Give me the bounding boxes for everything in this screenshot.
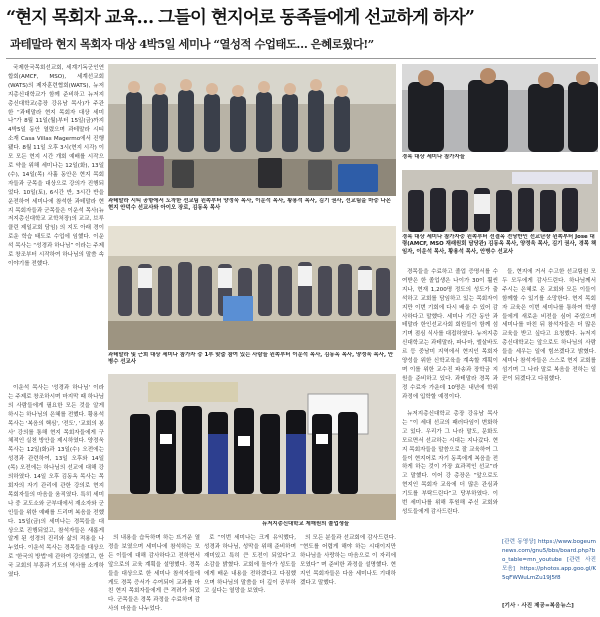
text-column-4: [204, 534, 296, 616]
header-divider: [6, 58, 596, 59]
paragraph: 로 “이번 세미나는 크게 유익했다, 성경과 하나님, 성막을 위해 준비하며 재미있고 특히 큰 도전이 되었다”고 소감을 밝혔다. 교회에 돌아가 성도들에게 배운 내용을 전하겠다고 다짐했으며 하나님의 말씀을 더 깊이 공부하고 싶다는 열망을 보였다.: [204, 535, 296, 595]
text-column-6: [402, 268, 498, 408]
paragraph: 의 내용을 습득하며 하는 뜨거운 열정을 보였으며 세미나에 참석하는 모든 이들에 대해 감사하다고 전하면서 앞으로의 교육 계획을 설명했다. 경목들을 대상으로 한 세미나 참석자들에게도 경목 증서가 수여되어 교과를 마친 현지 목회자들에게 큰 격려가 되었다. 군목들은 경목 과정을 수료하며 감사의 마음을 나누었다.: [108, 535, 200, 613]
text-column-5: [300, 534, 396, 616]
text-column-7: [402, 410, 498, 616]
text-column-1: [8, 64, 104, 382]
photo-prison-officers: [402, 64, 598, 152]
text-column-3: [108, 534, 200, 616]
text-column-2: [8, 384, 104, 616]
photo-prison-group: [402, 170, 598, 232]
article-subheadline: 과테말라 현지 목회자 대상 4박5일 세미나 “열성적 수업태도… 은혜로웠다!”: [10, 37, 374, 51]
caption-graduation: 뉴저지총신대학교 제해원의 졸업생들: [262, 521, 350, 527]
caption-prison-bottom: 경목 대상 세미나 참가자중 윈쪽부터 선결옥 전당반인 선교단장 윈쪽부터 Jose 대령(AMCF, MSO 재래원회 담당관) 김동옥 목사, 양정욱 목사, 김기 권사, 경목 책임자, 이운석 목사, 황용석 목사, 안병수 선교사: [402, 234, 597, 255]
text-column-8: [502, 268, 596, 536]
related-links[interactable]: [관련 동영상] https://www.bogeumnews.com/gnu5/bbs/board.php?bo_table=mn_youtube [관련 사진 모음] https://photos.app.goo.gl/K5qFWWuLmZu19J5f8: [502, 539, 596, 581]
caption-prison-top: 경목 대상 세미나 참가자들: [402, 154, 465, 160]
paragraph: 들, 현지에 거서 수고한 선교팀원 모두 모두에게 감사드린다. 하나님께서 주시는 은혜로 온 교회와 모든 이들이 함께할 수 있기를 소망한다. 현지 목회자 교육은 이번 세미나를 통하여 학생들에게 새로운 비전을 심어 주었으며 세미나를 마친 뒤 참석자들은 더 많은 교육을 받고 싶다고 요청했다. 뉴저지총신대학교는 앞으로도 하나님의 사람들을 세우는 일에 힘쓰겠다고 밝혔다. 세미나 참석자들은 스스로 현지 교회를 섬기며 그 나라 말로 복음을 전하는 일꾼이 되겠다고 다짐했다.: [502, 269, 596, 382]
photo-graduation: [108, 374, 396, 520]
paragraph: 경목들을 수료하고 졸업 증명서를 수여받은 한 졸업생은 나이가 30이 훨씬 지나, 현재 1,200명 정도의 성도가 출석하고 교회를 담임하고 있는 목회자이지만 이번 기회에 다시 배울 수 있어 감사하다고 말했다. 세미나 기간 동안 과테말라 한인선교사회 회원들이 함께 섬기며 점심 식사를 대접하였다. 뉴저지총신대학교는 과테말라, 파나마, 엘살바도르 등 중남미 지역에서 현지인 목회자 양성을 위한 신학교육을 계속할 계획이며 이를 위한 교수진 파송과 장학금 지원을 준비하고 있다. 과테말라 경목 과정 수료자 가운데 10명은 내년에 학위 과정에 입학할 예정이다.: [402, 269, 498, 400]
paragraph: 의 모든 분들과 선교회에 감사드린다. “현도를 어렵게 해야 하는 시대이지만 하나님을 사랑하는 마음으로 이 자리에 모였다” 며 준비한 과정을 설명했다. 현지인 목회자들은 다음 세미나도 기대하겠다고 말했다.: [300, 535, 396, 586]
caption-airport: 과테말라 시티 공항에서 도착한 선교팀 윈쪽부터 양정욱 목사, 이운석 목사, 황용석 목사, 김기 권사, 선교팀을 마중 나온 현지 안덕수 선교사와 아이오 장로, 김동옥 목사: [108, 198, 391, 212]
paragraph: 이운석 목사는 '성경과 하나님' 이라는 주제로 창조하시며 마지막 때 하나님의 사람들에게 필요한 모든 것을 알게 하시는 하나님의 은혜를 전했다. 황용석 목사는 '복음의 핵심', '전도', '교회의 봉사' 강의를 통해 현지 목회자들에게 구체적인 실천 방안을 제시하였다. 양정욱 목사는 12일(화)과 13일(수) 오전에는 성경과 관련하여, 13일 오후와 14일(목) 오전에는 하나님의 선교에 대해 강의하였다. 14일 오후 김동옥 목사는 목회자의 자기 관리에 관한 강의로 현지 목회자들의 마음을 움직였다. 특히 세미나 중 교도소와 군부대에서 재소자와 군인들을 위한 예배를 드리며 복음을 전했다. 15일(금)의 세미나는 경목들을 대상으로 진행되었고, 참석자들은 새롭게 알게 된 성경의 진리와 삶의 적용을 나누었다. 이운석 목사는 경목들을 대상으로 '한국의 방법'에 관하여 강의했고, 한국 교회의 부흥과 기도의 역사를 소개하였다.: [8, 385, 104, 579]
photo-airport-group: [108, 64, 396, 196]
photo-seminar-group: [108, 226, 396, 350]
paragraph: 국제한국목회선교회, 세계기독군인연합회(AMCF, MSO), 세계선교회(WATS)의 제자훈련협회(WATS), 뉴저지총신대학교가 함께 준비하고 뉴저지총신대학교(총장 강유남 목사)가 주관한 “과테말라 현지 목회자 대상 세미나”가 8월 11일(월)부터 15일(금)까지 4박5일 동안 열렸으며 과테말라 시티 소재 Casa Villas Magermo에서 진행됐다. 8월 11일 오후 3시(현지 시각) 이모 모든 현지 시간 개회 예배를 시작으로 약을 위해 세미나는 12일(화), 13일(수), 14일(목) 사흘 동안은 현지 목회자들과 군목을 대상으로 강의가 진행되었다. 10일(토), 6시간 반, 3시간 반을 운전하여 세미나에 참석한 과테말라 현지 목회자들과 군목들은 이운석 목사(뉴저지총신대학교 교학처장)의 교교, 브루클린 제일교회 담임) 의 지도 아래 경이로운 학습 태도로 수업에 임했다. 이운석 목사는 “성경과 하나님” 이라는 주제로 창조부터 시작하여 하나님의 말씀 속 이야기를 전했다.: [8, 65, 104, 267]
paragraph: 뉴저지총신대학교 총장 강유남 목사는 “이 세대 선교의 패러다임이 변화하고 있다. 우리가 그 나라 말도, 문화도 모르면서 선교하는 시대는 지나갔다. 현지 목회자들을 말씀으로 잘 교육하여 그들이 현지어로 자기 동족에게 복음을 전하게 하는 것이 가장 효과적인 선교”라고 말했다. 이어 강 총장은 “앞으로도 현지인 목회자 교육에 더 많은 관심과 기도를 부탁드린다”고 당부하였다. 이번 세미나를 위해 후원해 주신 교회와 성도들에게 감사드린다.: [402, 411, 498, 515]
caption-seminar: 과테말라 및 근희 대상 세미나 참가자 중 1부 맞춤 참여 있는 사람들 윈쪽부터 이운석 목사, 김동옥 목사, 양정욱 목사, 안병수 선교사: [108, 352, 394, 366]
photo-credit: [기사 · 사진 제공=복음뉴스]: [502, 603, 574, 609]
article-headline: “현지 목회자 교육… 그들이 현지어로 동족들에게 선교하게 하자”: [6, 8, 474, 28]
